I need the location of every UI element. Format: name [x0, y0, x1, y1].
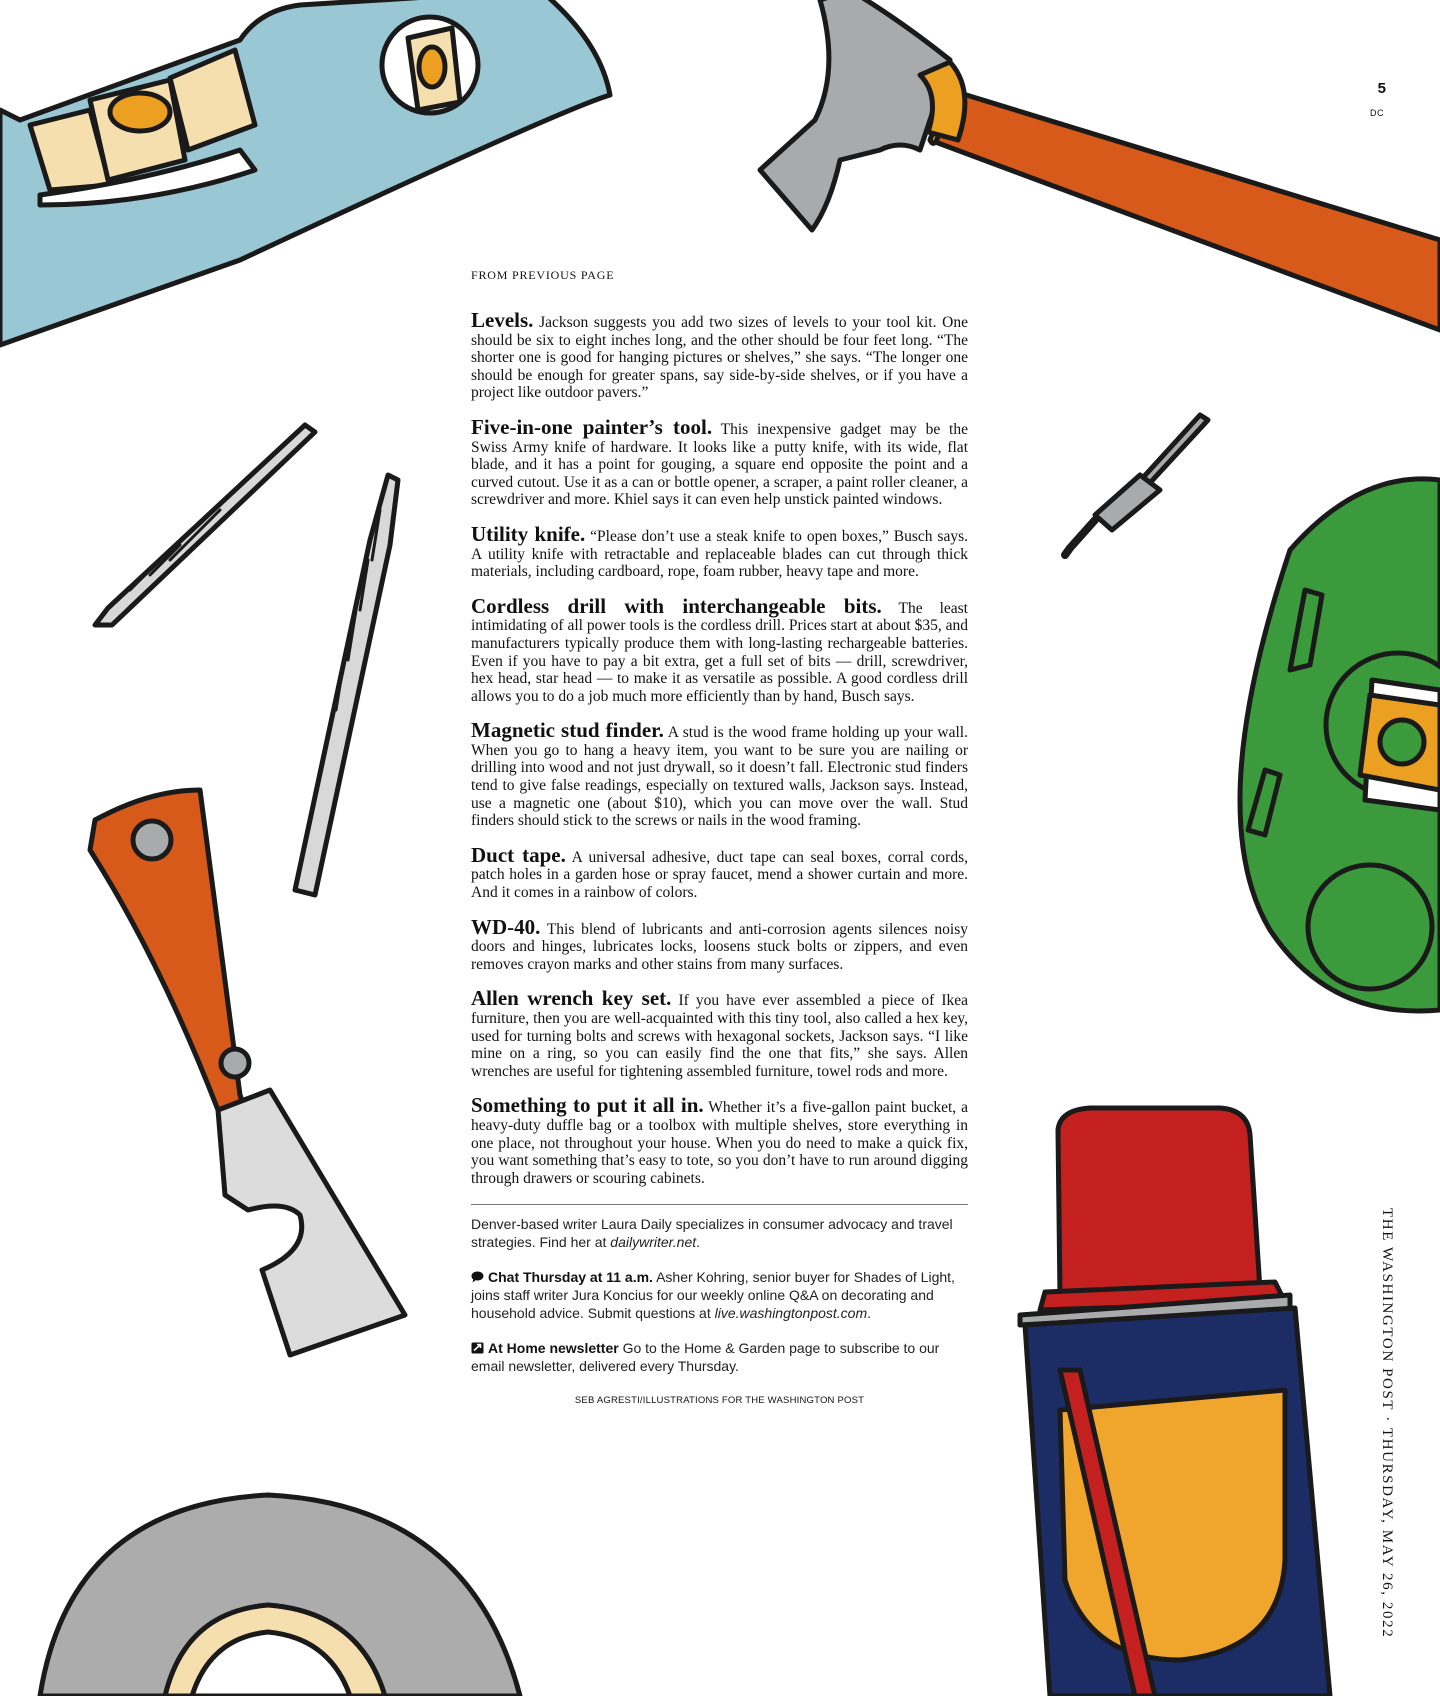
item-heading: WD-40. [471, 914, 541, 939]
list-item [471, 914, 968, 974]
item-heading: Magnetic stud finder. [471, 718, 664, 743]
wd40-can-illustration [1020, 1108, 1330, 1696]
author-bio [471, 1215, 968, 1251]
chat-title: Chat Thursday at 11 a.m. [488, 1269, 653, 1286]
item-text: A universal adhesive, duct tape can seal boxes, corral cords, patch holes in a garden hose or spray faucet, mend a shower curtain and more. And it comes in a rainbow of colors. [471, 848, 968, 902]
newsletter-text: Go to the Home & Garden page to subscribe to our email newsletter, delivered every Thursday. [471, 1340, 940, 1375]
item-heading: Utility knife. [471, 521, 586, 546]
item-heading: Five-in-one painter’s tool. [471, 414, 713, 439]
divider [471, 1204, 968, 1205]
item-text: Whether it’s a five-gallon paint bucket, a heavy-duty duffle bag or a toolbox with multiple shelves, store everything in one place, not throughout your house. When you do need to make a quick fix, you want something that’s easy to tote, so you don’t have to run around digging through drawers or scouring cabinets. [471, 1099, 968, 1187]
item-text: This inexpensive gadget may be the Swiss Army knife of hardware. It looks like a putty knife, with its wide, flat blade, and it has a point for gouging, a square end opposite the point and a curved cutout. Use it as a can or bottle opener, a scraper, a paint roller cleaner, a screwdriver and more. Khiel says it can even help unstick painted windows. [471, 420, 968, 509]
chat-promo [471, 1268, 968, 1322]
list-item [471, 593, 968, 706]
item-text: “Please don’t use a steak knife to open boxes,” Busch says. A utility knife with retractable and replaceable blades can cut through thick materials, including cardboard, rope, foam rubber, heavy tape and more. [471, 527, 968, 581]
painter-tool-illustration [90, 790, 405, 1355]
list-item [471, 718, 968, 830]
item-heading: Duct tape. [471, 842, 566, 867]
duct-tape-illustration [40, 1495, 520, 1696]
level-illustration [0, 0, 610, 345]
list-item [471, 1093, 968, 1187]
continued-kicker: FROM PREVIOUS PAGE [471, 268, 615, 282]
page-number: 5 [1377, 80, 1386, 97]
hammer-illustration [760, 0, 1440, 330]
bio-end: . [696, 1234, 701, 1251]
list-item [471, 308, 968, 402]
chat-text: Asher Kohring, senior buyer for Shades of Light, joins staff writer Jura Koncius for our weekly online Q&A on decorating and household advice. Submit questions at [471, 1269, 955, 1322]
item-heading: Allen wrench key set. [471, 986, 672, 1011]
newsletter-icon [471, 1342, 484, 1354]
newsletter-title: At Home newsletter [488, 1340, 619, 1357]
item-text: This blend of lubricants and anti-corrosion agents silences noisy doors and hinges, lubricates locks, loosens stuck bolts or zippers, and even removes crayon marks and other stains from many surfaces. [471, 920, 968, 973]
item-text: The least intimidating of all power tools is the cordless drill. Prices start at about $35, and manufacturers typically produce them with long-lasting rechargeable batteries. Even if you have to pay a bit extra, get a full set of bits — drill, screwdriver, hex head, star head — to make it as versatile as possible. A good cordless drill allows you to do a job much more efficiently than by hand, Busch says. [471, 599, 968, 705]
bio-link[interactable]: dailywriter.net [610, 1234, 697, 1251]
list-item [471, 414, 968, 509]
item-heading: Something to put it all in. [471, 1093, 704, 1118]
item-text: Jackson suggests you add two sizes of levels to your tool kit. One should be six to eight inches long, and the other should be four feet long. “The shorter one is good for hanging pictures or shelves,” she says. “The longer one should be enough for greater spans, say side-by-side shelves, or if you have a project like outdoor pavers.” [471, 314, 968, 402]
article-body [471, 308, 968, 1407]
illustration-credit: SEB AGRESTI/ILLUSTRATIONS FOR THE WASHINGTON POST [574, 1395, 865, 1407]
list-item [471, 521, 968, 581]
item-text: A stud is the wood frame holding up your wall. When you go to hang a heavy item, you want to be sure you are nailing or drilling into wood and not just drywall, so it doesn’t fall. Electronic stud finders tend to give false readings, especially on textured walls, Jackson says. Instead, use a magnetic one (about $10), which you can move over the wall. Stud finders should stick to the screws or nails in the wood framing. [471, 724, 968, 830]
list-item [471, 986, 968, 1080]
screwdriver-bit-illustration [1065, 415, 1208, 555]
page-section: DC [1370, 108, 1384, 118]
chat-end: . [867, 1305, 872, 1322]
item-heading: Cordless drill with interchangeable bits. [471, 593, 882, 618]
bio-text: Denver-based writer Laura Daily specializes in consumer advocacy and travel strategies. Find her at [471, 1216, 953, 1251]
item-heading: Levels. [471, 308, 534, 332]
drill-bit-illustration-2 [295, 475, 398, 895]
list-item [471, 842, 968, 902]
drill-bit-illustration [95, 425, 315, 625]
item-text: If you have ever assembled a piece of Ikea furniture, then you are well-acquainted with this tiny tool, also called a hex key, used for turning bolts and screws with hexagonal sockets, Jackson says. “I like mine on a ring, so you can easily find the one that fits,” she says. Allen wrenches are useful for tightening assembled furniture, towel rods and more. [471, 992, 968, 1080]
newsletter-promo [471, 1339, 968, 1375]
chat-bubble-icon [471, 1271, 484, 1283]
stud-finder-illustration [1240, 479, 1440, 1011]
dateline: THE WASHINGTON POST · THURSDAY, MAY 26, 2022 [1379, 1208, 1395, 1639]
chat-link[interactable]: live.washingtonpost.com [714, 1305, 868, 1322]
